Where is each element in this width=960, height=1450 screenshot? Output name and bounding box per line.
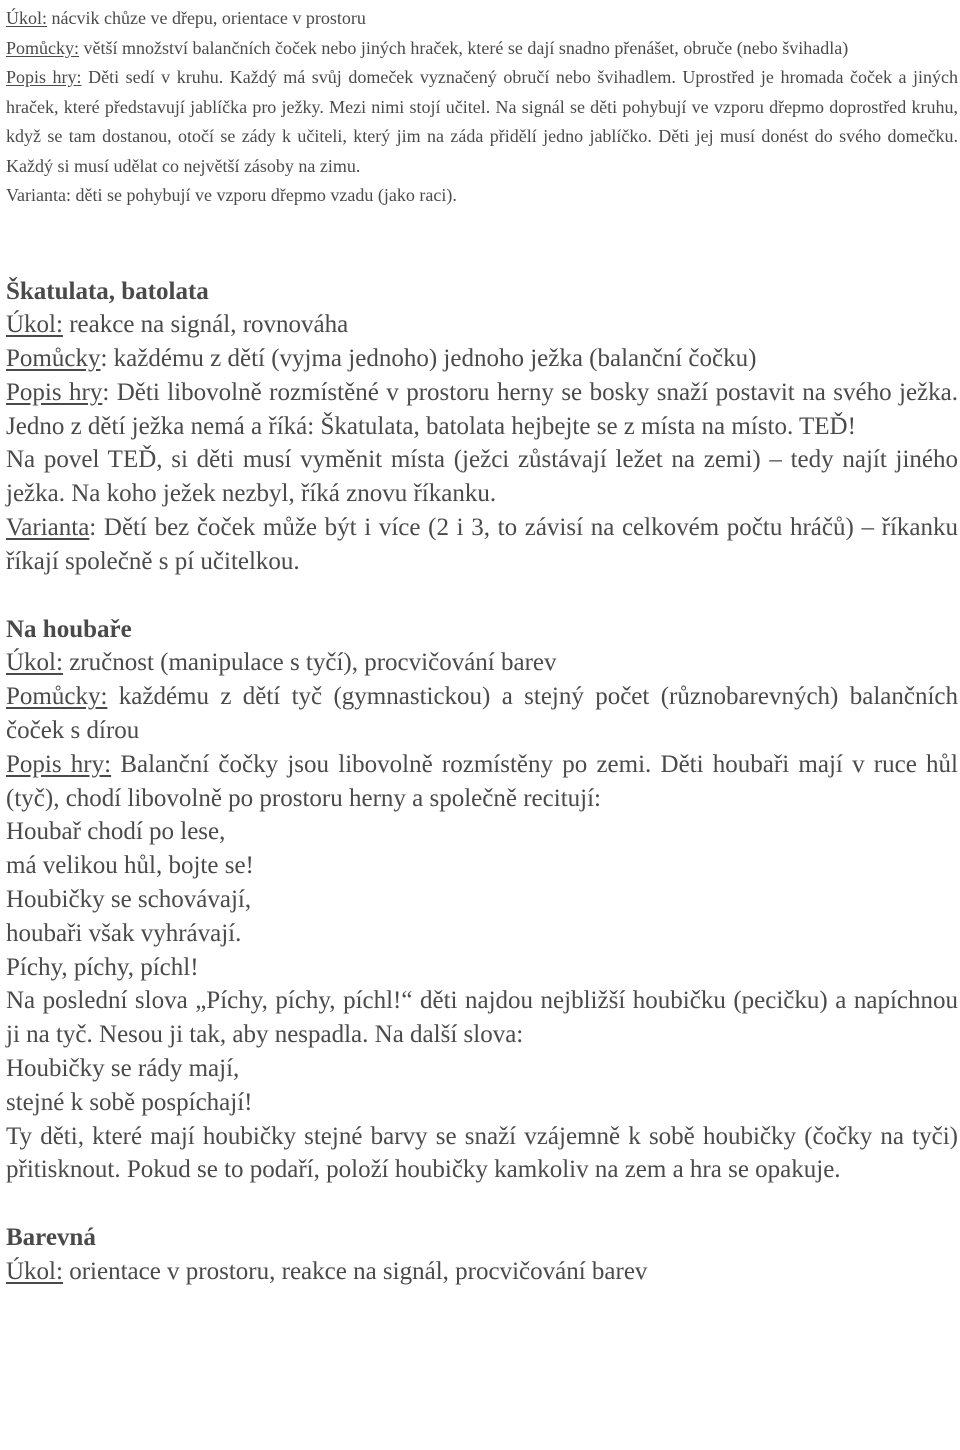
verse-line: Houbař chodí po lese, bbox=[6, 818, 226, 846]
houbare-popis bbox=[6, 748, 958, 816]
pomucky-label: Pomůcky: bbox=[6, 37, 80, 58]
section-title: Na houbaře bbox=[6, 615, 132, 643]
popis-label: Popis hry bbox=[6, 378, 103, 406]
houbare-pomucky bbox=[6, 680, 958, 748]
verse-line: Píchy, píchy, píchl! bbox=[6, 953, 199, 981]
skatulata-popis bbox=[6, 376, 958, 444]
ukol-text: reakce na signál, rovnováha bbox=[62, 311, 349, 339]
intro-pomucky bbox=[6, 34, 958, 64]
section-title: Škatulata, batolata bbox=[6, 277, 209, 305]
pomucky-label: Pomůcky: bbox=[6, 683, 108, 711]
varianta-label: Varianta bbox=[6, 514, 90, 542]
verse-line: má velikou hůl, bojte se! bbox=[6, 852, 254, 880]
skatulata-ukol bbox=[6, 308, 958, 342]
pomucky-text: : každému z dětí (vyjma jednoho) jednoho ježka (balanční čočku) bbox=[100, 345, 757, 373]
skatulata-pomucky bbox=[6, 342, 958, 376]
pomucky-label: Pomůcky bbox=[6, 345, 101, 373]
popis-text: Balanční čočky jsou libovolně rozmístěny po zemi. Děti houbaři mají v ruce hůl (tyč), chodí libovolně po prostoru herny a společně recitují: bbox=[6, 750, 958, 812]
popis-label: Popis hry: bbox=[6, 750, 112, 778]
barevna-ukol bbox=[6, 1255, 958, 1289]
verse-line: Houbičky se rády mají, bbox=[6, 1055, 240, 1083]
ukol-label: Úkol: bbox=[6, 649, 63, 677]
skatulata-section bbox=[6, 275, 958, 579]
intro-section bbox=[6, 4, 958, 211]
pomucky-text: větší množství balančních čoček nebo jiných hraček, které se dají snadno přenášet, obruče (nebo švihadla) bbox=[79, 37, 849, 58]
spacer bbox=[6, 1187, 958, 1221]
popis-text: : Děti libovolně rozmístěné v prostoru herny se bosky snaží postavit na svého ježka. Jedno z dětí ježka nemá a říká: Škatulata, batolata hejbejte se z místa na místo. TEĎ! bbox=[6, 378, 959, 440]
houbare-ukol bbox=[6, 646, 958, 680]
ukol-label: Úkol: bbox=[6, 8, 48, 28]
spacer bbox=[6, 579, 958, 613]
intro-varianta: Varianta: děti se pohybují ve vzporu dřepmo vzadu (jako raci). bbox=[6, 185, 457, 205]
skatulata-varianta bbox=[6, 511, 958, 579]
varianta-text: : Dětí bez čoček může být i více (2 i 3, to závisí na celkovém počtu hráčů) – říkanku říkají společně s pí učitelkou. bbox=[6, 514, 958, 575]
popis-label: Popis hry: bbox=[6, 67, 82, 87]
ukol-text: zručnost (manipulace s tyčí), procvičování barev bbox=[62, 649, 557, 677]
ukol-label: Úkol: bbox=[6, 1258, 63, 1286]
spacer bbox=[6, 211, 958, 275]
barevna-section bbox=[6, 1221, 958, 1289]
verse-line: Houbičky se schovávají, bbox=[6, 886, 252, 914]
intro-ukol bbox=[6, 4, 958, 34]
ukol-text: orientace v prostoru, reakce na signál, procvičování barev bbox=[62, 1258, 648, 1286]
ukol-label: Úkol: bbox=[6, 311, 63, 339]
houbare-ending: Ty děti, které mají houbičky stejné barvy se snaží vzájemně k sobě houbičky (čočky na tyči) přitisknout. Pokud se to podaří, položí houbičky kamkoliv na zem a hra se opakuje. bbox=[6, 1122, 958, 1184]
houbare-after-verse: Na poslední slova „Píchy, píchy, píchl!“ děti najdou nejbližší houbičku (pecičku) a napíchnou ji na tyč. Nesou ji tak, aby nespadla. Na další slova: bbox=[6, 987, 958, 1049]
verse-line: houbaři však vyhrávají. bbox=[6, 919, 242, 947]
popis-text: Děti sedí v kruhu. Každý má svůj domeček vyznačený obručí nebo švihadlem. Uprostřed je hromada čoček a jiných hraček, které představují jablíčka pro ježky. Mezi nimi stojí učitel. Na signál se děti pohybují ve vzporu dřepmo doprostřed kruhu, když se tam dostanou, otočí se zády k učiteli, který jim na záda přidělí jedno jablíčko. Děti jej musí donést do svého domečku. Každý si musí udělat co největší zásoby na zimu. bbox=[6, 67, 959, 176]
ukol-text: nácvik chůze ve dřepu, orientace v prostoru bbox=[47, 8, 366, 28]
pomucky-text: každému z dětí tyč (gymnastickou) a stejný počet (různobarevných) balančních čoček s dírou bbox=[6, 683, 958, 745]
section-title: Barevná bbox=[6, 1224, 96, 1252]
verse-line: stejné k sobě pospíchají! bbox=[6, 1088, 253, 1116]
houbare-section bbox=[6, 613, 958, 1188]
intro-popis bbox=[6, 63, 958, 181]
skatulata-povel: Na povel TEĎ, si děti musí vyměnit místa (ježci zůstávají ležet na zemi) – tedy najít jiného ježka. Na koho ježek nezbyl, říká znovu říkanku. bbox=[6, 446, 958, 508]
